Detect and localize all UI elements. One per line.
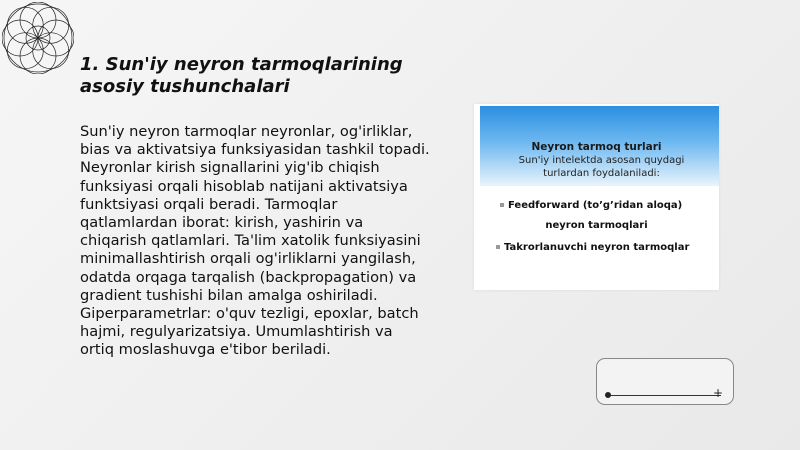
slide-title: 1. Sun'iy neyron tarmoqlarining asosiy tushunchalari [80, 54, 403, 97]
bullet-icon [500, 203, 504, 207]
card-list-item-recurrent [496, 242, 689, 253]
card-item-label: Feedforward (to’g’ridan aloqa) [508, 200, 683, 211]
info-card [474, 104, 719, 290]
slider-control[interactable] [596, 358, 734, 405]
slider-start-dot-icon[interactable] [605, 392, 611, 398]
card-title: Neyron tarmoq turlari [531, 141, 662, 153]
bullet-icon [496, 245, 500, 249]
slide-body-text: Sun'iy neyron tarmoqlar neyronlar, og'irliklar, bias va aktivatsiya funksiyasidan tashkil topadi. Neyronlar kirish signallarini yig'ib chiqish funksiyasi orqali hisoblab natijani aktivatsiya funktsiyasi orqali beradi. Tarmoqlar qatlamlardan iborat: kirish, yashirin va chiqarish qatlamlari. Ta'lim xatolik funksiyasini minimallashtirish orqali og'irliklarni yangilash, odatda orqaga tarqalish (backpropagation) va gradient tushishi bilan amalga oshiriladi. Giperparametrlar: o'quv tezligi, epoxlar, batch hajmi, regulyarizatsiya. Umumlashtirish va ortiq moslashuvga e'tibor beriladi. [80, 123, 430, 359]
slider-track[interactable] [609, 395, 721, 396]
card-list-item-feedforward [500, 200, 682, 211]
rosette-icon [2, 2, 74, 74]
card-list-item-feedforward-continued: neyron tarmoqlari [545, 220, 648, 231]
plus-icon[interactable]: + [713, 386, 724, 400]
card-subtitle: Sun'iy intelektda asosan quydagi turlardan foydalaniladi: [518, 155, 685, 179]
card-item-label: Takrorlanuvchi neyron tarmoqlar [504, 242, 690, 253]
